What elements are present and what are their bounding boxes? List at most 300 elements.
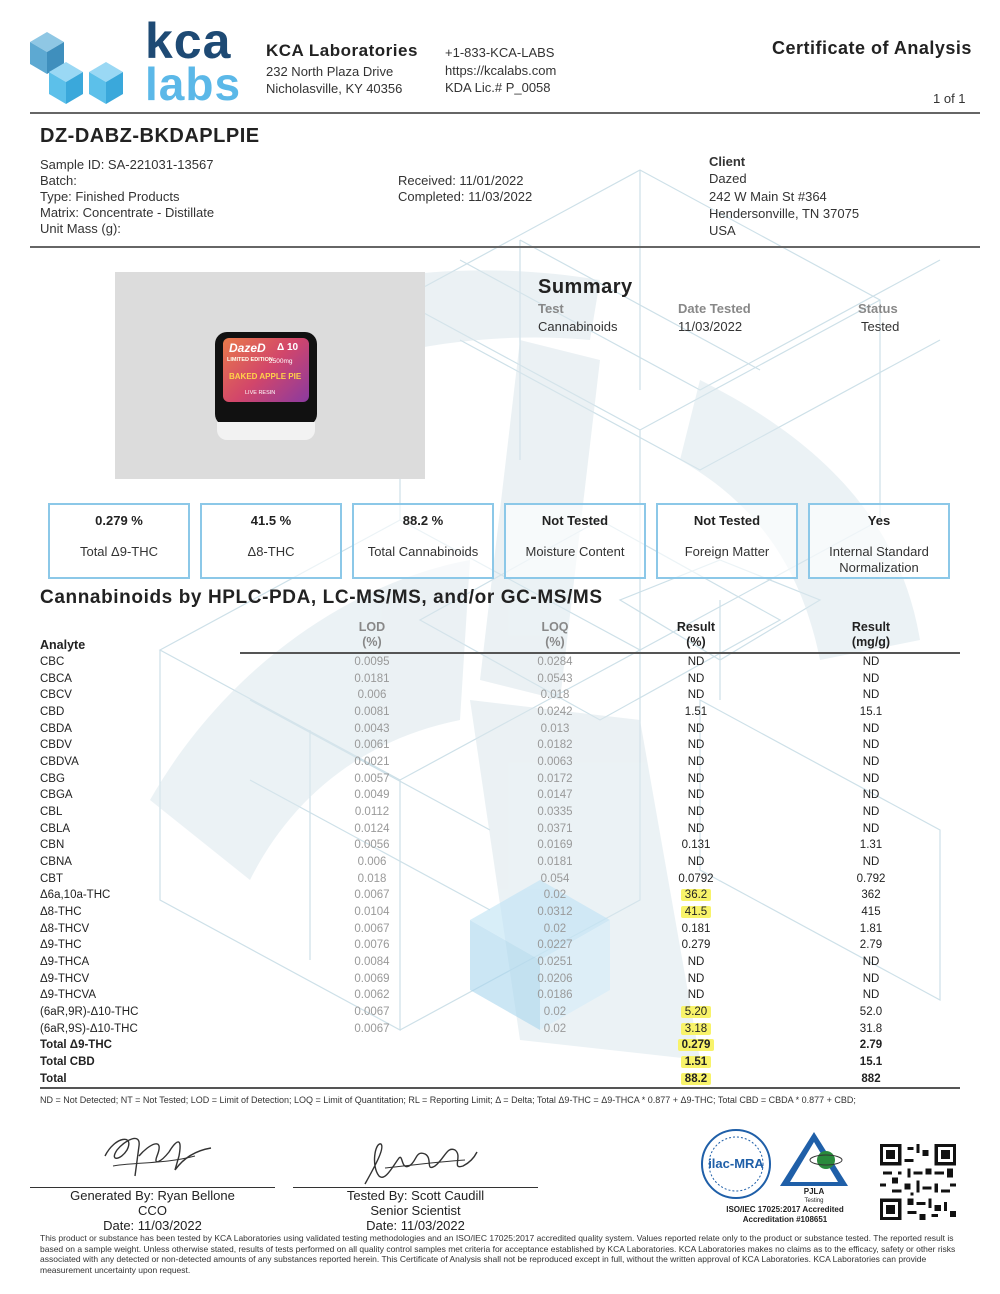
tested-by-date: Date: 11/03/2022 — [366, 1218, 465, 1233]
cell-result-mg — [782, 954, 960, 971]
card-total-cannabinoids — [352, 503, 494, 579]
card-d8-thc — [200, 503, 342, 579]
cell-result-mg-value: 1.31 — [859, 839, 883, 852]
cell-result-mg-value: 52.0 — [859, 1006, 883, 1019]
cell-lod-value: 0.0084 — [354, 956, 390, 969]
cell-loq-value: 0.0186 — [537, 989, 573, 1002]
cell-result-pct — [610, 904, 782, 921]
cell-analyte — [40, 653, 240, 671]
lab-name: KCA Laboratories — [266, 41, 418, 60]
table-row — [40, 737, 960, 754]
cell-loq-value: 0.02 — [543, 922, 567, 935]
card-label: Internal Standard Normalization — [829, 544, 929, 575]
cell-result-mg — [782, 1054, 960, 1071]
cell-analyte-value: Δ9-THCA — [40, 956, 90, 969]
cell-lod — [240, 971, 470, 988]
table-row — [40, 1054, 960, 1071]
card-label: Total Δ9-THC — [79, 544, 159, 559]
cell-analyte — [40, 1071, 240, 1089]
table-row — [40, 887, 960, 904]
cell-analyte-value: CBDA — [40, 722, 72, 735]
cell-lod-value: 0.0057 — [354, 772, 390, 785]
cell-result-pct-value: ND — [687, 689, 705, 702]
client-address-line2: Hendersonville, TN 37075 — [709, 206, 860, 221]
cell-lod-value: 0.0069 — [354, 972, 390, 985]
cell-analyte — [40, 704, 240, 721]
card-total-d9-thc — [48, 503, 190, 579]
cell-lod-value: 0.0112 — [354, 806, 390, 819]
logo-wordmark-labs: labs — [145, 58, 242, 110]
signature-scott-caudill — [355, 1136, 485, 1192]
cell-loq-value: 0.054 — [540, 872, 570, 885]
cell-result-mg — [782, 1037, 960, 1054]
card-value: 41.5 % — [250, 513, 292, 528]
col-lod-unit: (%) — [240, 635, 470, 653]
cell-result-pct — [610, 804, 782, 821]
accreditation-line2: Accreditation #108651 — [742, 1215, 828, 1224]
cell-lod — [240, 987, 470, 1004]
table-row — [40, 771, 960, 788]
cell-result-mg-value: ND — [862, 789, 880, 802]
summary-col-status: Status — [858, 301, 898, 316]
cell-lod — [240, 687, 470, 704]
table-row — [40, 1004, 960, 1021]
jar-delta: Δ 10 — [277, 342, 299, 353]
cell-result-mg — [782, 971, 960, 988]
cell-result-mg — [782, 871, 960, 888]
cell-result-mg — [782, 904, 960, 921]
logo-wordmark-kca: kca — [145, 13, 232, 69]
cell-loq-value: 0.02 — [543, 889, 567, 902]
cell-result-pct-value: 1.51 — [681, 1056, 711, 1068]
table-row — [40, 1071, 960, 1089]
cell-result-mg — [782, 854, 960, 871]
cell-result-mg — [782, 937, 960, 954]
summary-col-date: Date Tested — [678, 301, 751, 316]
cell-analyte-value: CBC — [40, 655, 65, 668]
cell-result-mg-value: ND — [862, 856, 880, 869]
cell-lod — [240, 737, 470, 754]
cell-lod — [240, 821, 470, 838]
cell-result-pct-value: ND — [687, 956, 705, 969]
cell-analyte — [40, 887, 240, 904]
tested-by-title: Senior Scientist — [370, 1203, 461, 1218]
cell-result-mg-value: 31.8 — [859, 1022, 883, 1035]
summary-test: Cannabinoids — [538, 319, 618, 334]
col-analyte: Analyte — [40, 638, 86, 652]
cell-loq — [470, 754, 610, 771]
cell-lod-value: 0.018 — [357, 872, 387, 885]
ilac-mra-logo-icon — [700, 1128, 772, 1200]
cell-loq — [470, 921, 610, 938]
generated-by-title: CCO — [138, 1203, 167, 1218]
page-number: 1 of 1 — [933, 91, 966, 106]
info-divider — [30, 246, 980, 248]
card-label: Moisture Content — [525, 544, 625, 559]
cell-analyte-value: CBGA — [40, 789, 73, 802]
cell-result-mg-value: ND — [862, 739, 880, 752]
col-result-pct: Result — [676, 620, 716, 634]
cell-loq — [470, 737, 610, 754]
cell-loq — [470, 837, 610, 854]
cell-result-mg-value: 1.81 — [859, 922, 883, 935]
cell-analyte — [40, 1037, 240, 1054]
cell-analyte-value: CBCV — [40, 689, 72, 702]
cell-analyte-value: Total Δ9-THC — [40, 1039, 112, 1052]
cell-analyte — [40, 871, 240, 888]
cell-loq — [470, 854, 610, 871]
cell-lod — [240, 721, 470, 738]
table-row — [40, 871, 960, 888]
cell-loq-value: 0.0371 — [537, 822, 573, 835]
sample-unit-mass: Unit Mass (g): — [40, 221, 121, 236]
cell-result-mg-value: ND — [862, 672, 880, 685]
cell-result-pct — [610, 1037, 782, 1054]
lab-phone: +1-833-KCA-LABS — [445, 45, 555, 60]
disclaimer-text: This product or substance has been tested by KCA Laboratories using validated testing methodologies and an ISO/IEC 17025:2017 accredited quality system. Values reported relate only to the product or substance tested. The reported result is based on a sample weight. Unless otherwise stated, results of tests performed on all quality control samples met criteria for acceptance established by KCA Laboratories. KCA Laboratories makes no claims as to the efficacy, safety or other risks associated with any detected or non-detected amounts of any substances reported herein. This Certificate of Analysis shall not be reproduced except in full, without the written approval of KCA Laboratories. KCA Laboratories can provide measurement uncertainty upon request. — [40, 1233, 956, 1275]
cell-result-mg-value: ND — [862, 956, 880, 969]
cell-analyte — [40, 1054, 240, 1071]
cell-loq — [470, 771, 610, 788]
cell-lod-value: 0.0056 — [354, 839, 390, 852]
cell-analyte — [40, 754, 240, 771]
table-row — [40, 1021, 960, 1038]
jar-brand: DazeD — [229, 341, 266, 355]
cell-result-pct-value: ND — [687, 972, 705, 985]
cell-lod-value: 0.006 — [357, 689, 387, 702]
cell-lod — [240, 804, 470, 821]
lab-address-line1: 232 North Plaza Drive — [266, 64, 394, 79]
cell-loq — [470, 1071, 610, 1089]
summary-col-test: Test — [538, 301, 564, 316]
cell-result-pct — [610, 837, 782, 854]
cell-analyte-value: Δ9-THC — [40, 939, 82, 952]
lab-address-line2: Nicholasville, KY 40356 — [266, 81, 403, 96]
cell-analyte — [40, 821, 240, 838]
generated-by-name: Generated By: Ryan Bellone — [70, 1188, 235, 1203]
cell-analyte — [40, 904, 240, 921]
cell-loq-value: 0.02 — [543, 1022, 567, 1035]
cell-result-pct — [610, 921, 782, 938]
cell-result-mg-value: 2.79 — [859, 939, 883, 952]
completed-date: Completed: 11/03/2022 — [398, 189, 533, 204]
cell-analyte-value: CBT — [40, 872, 63, 885]
cell-loq — [470, 804, 610, 821]
cell-loq — [470, 1037, 610, 1054]
cell-result-pct — [610, 653, 782, 671]
cell-lod — [240, 1037, 470, 1054]
cell-result-pct-value: ND — [687, 789, 705, 802]
cell-result-pct — [610, 987, 782, 1004]
cell-loq-value: 0.0543 — [537, 672, 573, 685]
cell-result-pct-value: 36.2 — [681, 889, 711, 901]
cell-loq — [470, 704, 610, 721]
summary-status: Tested — [861, 319, 900, 334]
cell-lod-value: 0.0043 — [354, 722, 390, 735]
cell-analyte-value: CBDVA — [40, 756, 79, 769]
jar-lid — [215, 332, 317, 426]
cell-lod — [240, 653, 470, 671]
cell-lod-value: 0.0067 — [354, 922, 390, 935]
client-heading: Client — [709, 154, 746, 169]
generated-by-date: Date: 11/03/2022 — [103, 1218, 202, 1233]
cell-loq — [470, 887, 610, 904]
cell-analyte — [40, 787, 240, 804]
cell-lod-value: 0.0081 — [354, 706, 390, 719]
cell-result-pct — [610, 1004, 782, 1021]
client-country: USA — [709, 223, 736, 238]
cell-result-mg-value: 362 — [861, 889, 881, 902]
tested-by-name: Tested By: Scott Caudill — [346, 1188, 485, 1203]
pjla-sub-text: Testing — [804, 1198, 824, 1204]
cell-analyte — [40, 1004, 240, 1021]
cell-result-mg-value: 0.792 — [856, 872, 886, 885]
cannabinoids-table — [40, 620, 960, 1089]
table-row — [40, 971, 960, 988]
table-row — [40, 787, 960, 804]
cell-lod — [240, 1071, 470, 1089]
col-result-mg: Result — [851, 620, 891, 634]
cell-result-pct-value: ND — [687, 739, 705, 752]
cell-lod — [240, 671, 470, 688]
cell-lod-value: 0.0062 — [354, 989, 390, 1002]
signature-ryan-bellone — [95, 1126, 215, 1186]
cell-result-mg-value: ND — [862, 806, 880, 819]
cell-result-mg-value: 15.1 — [859, 706, 883, 719]
cell-result-mg — [782, 921, 960, 938]
cell-lod — [240, 1004, 470, 1021]
table-row — [40, 954, 960, 971]
cell-loq-value: 0.018 — [540, 689, 570, 702]
cell-result-pct — [610, 787, 782, 804]
cell-loq-value: 0.0312 — [537, 906, 573, 919]
cell-result-pct-value: ND — [687, 806, 705, 819]
cell-result-mg — [782, 671, 960, 688]
cell-analyte — [40, 771, 240, 788]
cell-analyte-value: (6aR,9S)-Δ10-THC — [40, 1022, 138, 1035]
col-lod: LOD — [358, 620, 386, 634]
cell-result-pct-value: 88.2 — [681, 1073, 711, 1085]
card-moisture-content — [504, 503, 646, 579]
table-row — [40, 821, 960, 838]
cell-loq-value: 0.0172 — [537, 772, 573, 785]
cell-analyte — [40, 921, 240, 938]
document-title: Certificate of Analysis — [772, 38, 972, 58]
cell-result-pct — [610, 671, 782, 688]
cell-loq-value: 0.0169 — [537, 839, 573, 852]
cell-lod-value: 0.0181 — [354, 672, 390, 685]
cell-result-pct — [610, 1021, 782, 1038]
summary-date: 11/03/2022 — [678, 319, 743, 334]
jar-base — [217, 422, 315, 440]
table-row — [40, 754, 960, 771]
cell-lod-value: 0.0049 — [354, 789, 390, 802]
cell-loq — [470, 871, 610, 888]
cell-analyte-value: Δ9-THCV — [40, 972, 90, 985]
col-result-pct-unit: (%) — [610, 635, 782, 653]
cell-result-pct-value: 0.131 — [681, 839, 711, 852]
cell-loq-value: 0.0227 — [537, 939, 573, 952]
cell-lod — [240, 1021, 470, 1038]
table-row — [40, 1037, 960, 1054]
cell-loq-value: 0.02 — [543, 1006, 567, 1019]
jar-label — [223, 338, 309, 402]
cell-result-mg-value: ND — [862, 989, 880, 1002]
cell-analyte-value: Total — [40, 1072, 67, 1085]
cell-loq — [470, 671, 610, 688]
cell-result-pct — [610, 704, 782, 721]
ilac-text: ilac-MRA — [708, 1156, 764, 1171]
cell-analyte-value: Δ6a,10a-THC — [40, 889, 111, 902]
cell-result-pct — [610, 821, 782, 838]
cell-loq — [470, 971, 610, 988]
card-value: Not Tested — [541, 513, 609, 528]
cell-result-mg — [782, 1071, 960, 1089]
cell-result-mg — [782, 804, 960, 821]
table-row — [40, 937, 960, 954]
cell-result-mg-value: ND — [862, 772, 880, 785]
cell-lod — [240, 771, 470, 788]
cell-loq — [470, 1054, 610, 1071]
qr-code-icon[interactable] — [880, 1144, 956, 1220]
col-result-mg-unit: (mg/g) — [782, 635, 960, 653]
card-value: Not Tested — [693, 513, 761, 528]
tested-by — [293, 1188, 538, 1233]
cell-lod-value: 0.0067 — [354, 889, 390, 902]
table-row — [40, 687, 960, 704]
lab-website[interactable]: https://kcalabs.com — [445, 63, 557, 78]
cell-analyte — [40, 804, 240, 821]
sample-id: Sample ID: SA-221031-13567 — [40, 157, 214, 172]
cell-loq-value: 0.0251 — [537, 956, 573, 969]
pjla-logo-icon — [778, 1128, 850, 1204]
card-label: Foreign Matter — [684, 544, 770, 559]
cell-result-mg-value: 15.1 — [859, 1056, 883, 1069]
client-address-line1: 242 W Main St #364 — [709, 189, 827, 204]
cell-analyte — [40, 1021, 240, 1038]
card-label: Total Cannabinoids — [367, 544, 479, 559]
card-foreign-matter — [656, 503, 798, 579]
cell-result-pct-value: ND — [687, 856, 705, 869]
table-row — [40, 904, 960, 921]
cell-lod-value: 0.006 — [357, 856, 387, 869]
cell-result-pct — [610, 1054, 782, 1071]
cell-loq — [470, 687, 610, 704]
cell-lod — [240, 887, 470, 904]
cell-lod — [240, 787, 470, 804]
cell-result-pct-value: 0.181 — [681, 922, 711, 935]
lab-license: KDA Lic.# P_0058 — [445, 80, 551, 95]
cell-loq — [470, 653, 610, 671]
cell-analyte-value: CBLA — [40, 822, 71, 835]
cell-analyte-value: CBCA — [40, 672, 72, 685]
col-loq-unit: (%) — [470, 635, 610, 653]
generated-by — [30, 1188, 275, 1233]
cell-analyte — [40, 987, 240, 1004]
cell-result-pct — [610, 1071, 782, 1089]
cell-analyte-value: CBN — [40, 839, 65, 852]
cell-result-mg — [782, 771, 960, 788]
cell-loq-value: 0.0206 — [537, 972, 573, 985]
cell-analyte — [40, 971, 240, 988]
cell-loq-value: 0.0181 — [537, 856, 573, 869]
cell-result-pct-value: ND — [687, 772, 705, 785]
jar-flavor: BAKED APPLE PIE — [229, 372, 302, 381]
cell-lod — [240, 954, 470, 971]
card-internal-standard — [808, 503, 950, 579]
cell-result-mg — [782, 1004, 960, 1021]
cell-result-pct-value: ND — [687, 672, 705, 685]
jar-edition: LIMITED EDITION — [227, 357, 273, 363]
jar-strength: 2500mg — [269, 358, 293, 365]
cell-lod-value: 0.0076 — [354, 939, 390, 952]
cell-lod — [240, 921, 470, 938]
cell-lod — [240, 904, 470, 921]
cell-loq-value: 0.0335 — [537, 806, 573, 819]
product-photo — [115, 272, 425, 479]
summary-heading: Summary — [538, 276, 633, 298]
cell-result-pct-value: 3.18 — [681, 1023, 711, 1035]
cell-lod-value: 0.0067 — [354, 1022, 390, 1035]
cell-result-pct-value: 0.279 — [678, 1039, 715, 1051]
cell-analyte — [40, 721, 240, 738]
cell-loq-value: 0.0242 — [537, 706, 573, 719]
cell-lod — [240, 871, 470, 888]
cell-loq — [470, 987, 610, 1004]
card-label: Δ8-THC — [247, 544, 295, 559]
cell-lod — [240, 937, 470, 954]
cell-analyte-value: Δ9-THCVA — [40, 989, 97, 1002]
legend-text: ND = Not Detected; NT = Not Tested; LOD = Limit of Detection; LOQ = Limit of Quantitation; RL = Reporting Limit; Δ = Delta; Total Δ9-THC = Δ9-THCA * 0.877 + Δ9-THC; Total CBD = CBDA * 0.877 + CBD; — [40, 1095, 856, 1105]
cell-result-mg — [782, 721, 960, 738]
cell-loq — [470, 721, 610, 738]
cell-lod — [240, 704, 470, 721]
cell-loq-value: 0.0284 — [537, 656, 573, 668]
cell-loq — [470, 904, 610, 921]
card-value: 88.2 % — [402, 513, 444, 528]
cell-result-pct-value: 5.20 — [681, 1006, 711, 1018]
cell-analyte-value: CBL — [40, 806, 63, 819]
cell-result-pct — [610, 687, 782, 704]
cell-analyte — [40, 687, 240, 704]
cell-lod-value: 0.0067 — [354, 1006, 390, 1019]
cell-loq — [470, 937, 610, 954]
cell-result-mg — [782, 1021, 960, 1038]
sample-batch: Batch: — [40, 173, 77, 188]
cell-analyte — [40, 737, 240, 754]
cell-result-pct-value: ND — [687, 756, 705, 769]
cell-analyte — [40, 854, 240, 871]
cell-result-mg-value: ND — [862, 822, 880, 835]
cell-loq — [470, 1021, 610, 1038]
cell-result-pct-value: 1.51 — [684, 706, 708, 719]
cell-result-mg-value: 882 — [861, 1072, 881, 1085]
cell-result-pct-value: ND — [687, 989, 705, 1002]
cell-loq — [470, 954, 610, 971]
cell-analyte-value: Total CBD — [40, 1056, 95, 1069]
sample-name: DZ-DABZ-BKDAPLPIE — [40, 125, 260, 147]
cannabinoids-heading: Cannabinoids by HPLC-PDA, LC-MS/MS, and/or GC-MS/MS — [40, 587, 603, 608]
cell-result-pct — [610, 887, 782, 904]
cell-result-mg-value: 2.79 — [859, 1039, 883, 1052]
cell-result-mg — [782, 821, 960, 838]
cell-analyte — [40, 837, 240, 854]
cell-result-mg — [782, 987, 960, 1004]
cell-lod — [240, 837, 470, 854]
jar-variant: LIVE RESIN — [245, 390, 276, 396]
cell-result-mg — [782, 837, 960, 854]
cell-result-pct — [610, 971, 782, 988]
